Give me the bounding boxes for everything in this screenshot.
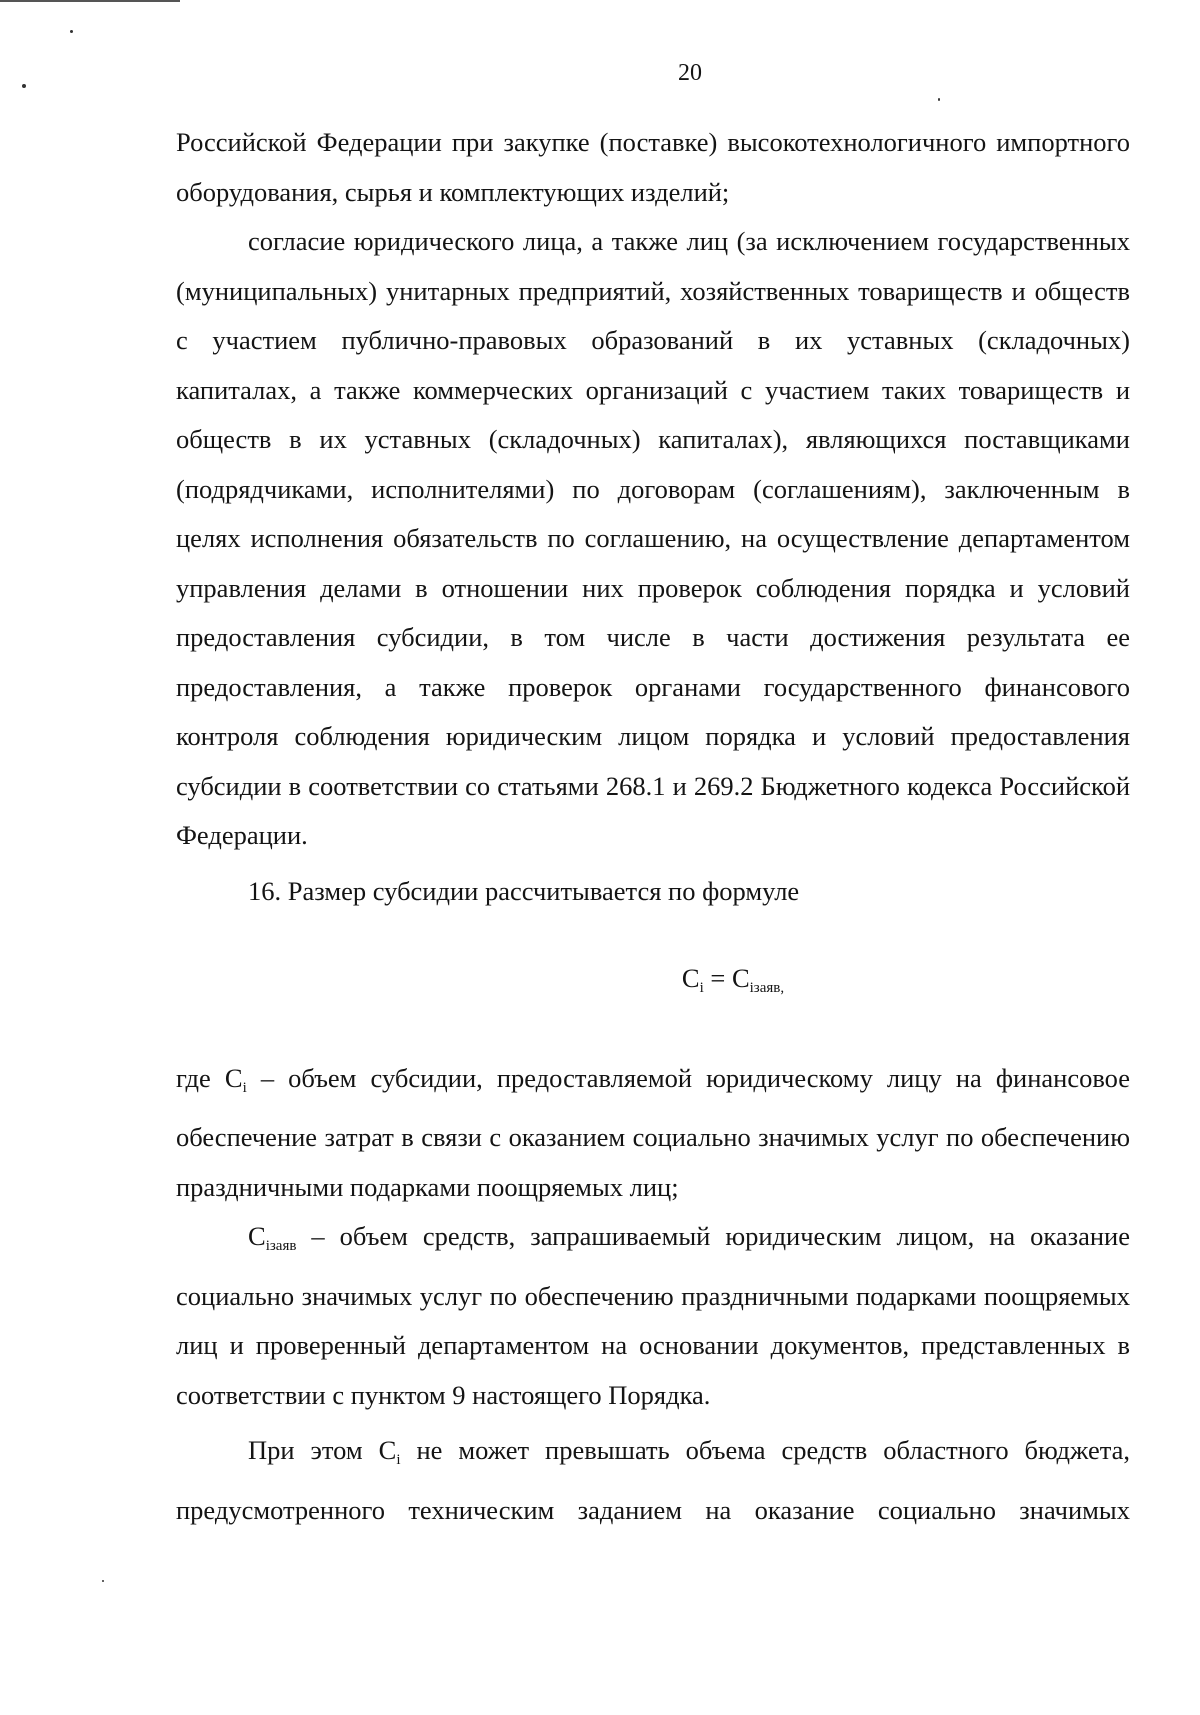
paragraph-limit <box>176 1426 1130 1535</box>
scan-top-rule <box>0 0 180 2</box>
formula-equals: = <box>703 963 732 993</box>
formula-lhs-subscript: i <box>699 980 704 996</box>
definition-cizayav-subscript: iзаяв <box>265 1238 297 1254</box>
paragraph-consent: согласие юридического лица, а также лиц (за исключением государственных (муниципальных) унитарных предприятий, хозяйственных товариществ и обществ с участием публично-правовых образований в их уставных (складочных) капиталах, а также коммерческих организаций с участием таких товариществ и обществ в их уставных (складочных) капиталах), являющихся поставщиками (подрядчиками, исполнителями) по договорам (соглашениям), заключенным в целях исполнения обязательств по соглашению, на осуществление департаментом управления делами в отношении них проверок соблюдения порядка и условий предоставления субсидии, в том числе в части достижения результата ее предоставления, а также проверок органами государственного финансового контроля соблюдения юридическим лицом порядка и условий предоставления субсидии в соответствии со статьями 268.1 и 269.2 Бюджетного кодекса Российской Федерации. <box>176 226 1130 850</box>
limit-subscript: i <box>396 1452 401 1468</box>
scan-speck <box>938 98 940 101</box>
formula-rhs: C <box>731 963 750 993</box>
definition-ci-subscript: i <box>242 1079 247 1096</box>
definition-ci-lead: где C <box>176 1062 243 1093</box>
paragraph-continuation: Российской Федерации при закупке (поставке) высокотехнологичного импортного оборудования, сырья и комплектующих изделий; <box>176 127 1130 207</box>
limit-text: не может превышать объема средств областного бюджета, предусмотренного техническим заданием на оказание социально значимых <box>176 1435 1130 1525</box>
formula <box>176 954 1130 1014</box>
paragraph-item-16: 16. Размер субсидии рассчитывается по формуле <box>248 875 800 906</box>
formula-rhs-subscript: iзаяв, <box>749 980 785 996</box>
page-number: 20 <box>678 60 702 86</box>
paragraph-definition-cizayav <box>176 1212 1130 1420</box>
definition-cizayav-text: – объем средств, запрашиваемый юридическим лицом, на оказание социально значимых услуг по обеспечению праздничными подарками поощряемых лиц и проверенный департаментом на основании документов, представленных в соответствии с пунктом 9 настоящего Порядка. <box>176 1221 1130 1410</box>
formula-lhs: C <box>681 963 700 993</box>
paragraph-definition-ci <box>176 1054 1130 1213</box>
limit-lead: При этом C <box>248 1435 397 1465</box>
definition-cizayav-lead: C <box>248 1221 266 1251</box>
scan-speck <box>102 1580 104 1582</box>
scan-speck <box>70 30 73 33</box>
document-body <box>176 118 1130 1535</box>
definition-ci-text: – объем субсидии, предоставляемой юридическому лицу на финансовое обеспечение затрат в связи с оказанием социально значимых услуг по обеспечению праздничными подарками поощряемых лиц; <box>176 1062 1130 1202</box>
